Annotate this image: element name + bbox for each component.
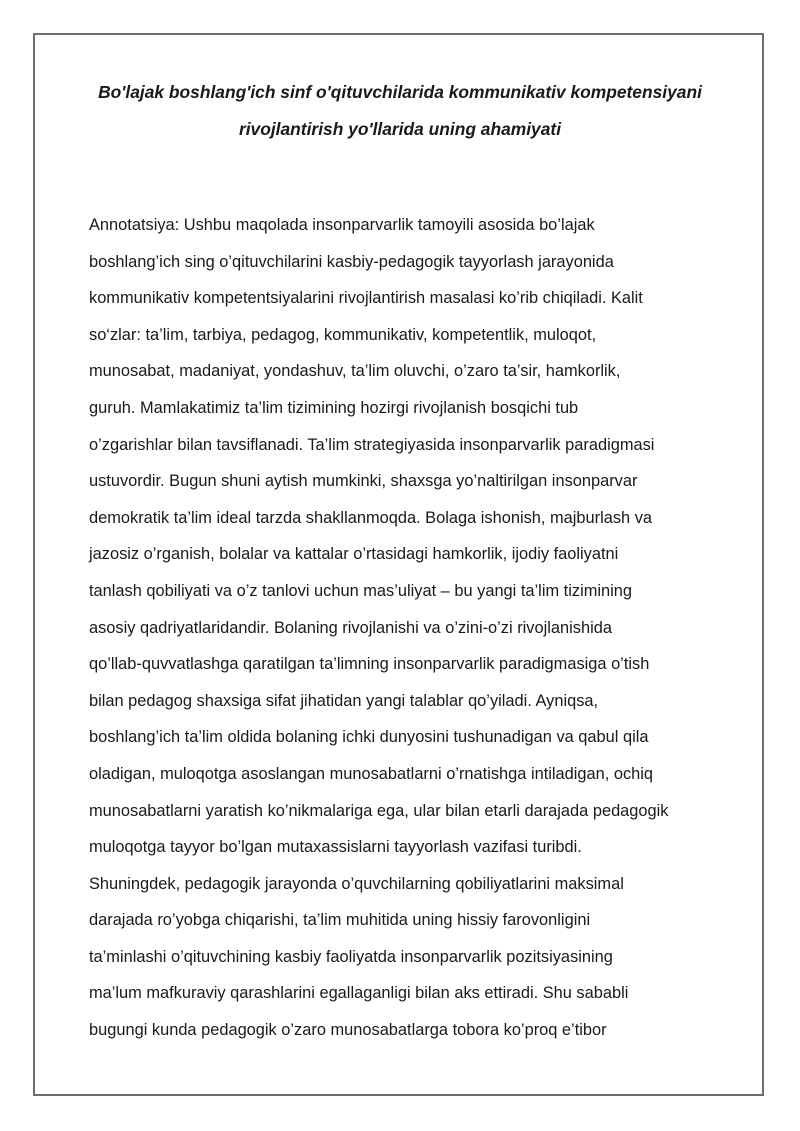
body-line: ustuvordir. Bugun shuni aytish mumkinki, shaxsga yo’naltirilgan insonparvar xyxy=(89,472,638,491)
body-line: boshlang’ich sing o’qituvchilarini kasbiy-pedagogik tayyorlash jarayonida xyxy=(89,252,614,271)
body-line: Annotatsiya: Ushbu maqolada insonparvarlik tamoyili asosida bo’lajak xyxy=(89,216,595,234)
body-line: muloqotga tayyor bo’lgan mutaxassislarni tayyorlash vazifasi turibdi. xyxy=(89,838,582,857)
body-line: ma’lum mafkuraviy qarashlarini egallaganligi bilan aks ettiradi. Shu sababli xyxy=(89,984,629,1003)
body-line: boshlang’ich ta’lim oldida bolaning ichki dunyosini tushunadigan va qabul qila xyxy=(89,728,649,747)
body-line: o’zgarishlar bilan tavsiflanadi. Ta’lim strategiyasida insonparvarlik paradigmasi xyxy=(89,435,655,454)
body-line: asosiy qadriyatlaridandir. Bolaning rivojlanishi va o’zini-o’zi rivojlanishida xyxy=(89,618,612,637)
body-line: oladigan, muloqotga asoslangan munosabatlarni o’rnatishga intiladigan, ochiq xyxy=(89,764,654,783)
body-line: jazosiz o’rganish, bolalar va kattalar o’rtasidagi hamkorlik, ijodiy faoliyatni xyxy=(89,545,619,564)
body-line: Shuningdek, pedagogik jarayonda o’quvchilarning qobiliyatlarini maksimal xyxy=(89,874,624,893)
document-title xyxy=(60,74,740,148)
body-line: guruh. Mamlakatimiz ta’lim tizimining hozirgi rivojlanish bosqichi tub xyxy=(89,398,579,417)
body-line: darajada ro’yobga chiqarishi, ta’lim muhitida uning hissiy farovonligini xyxy=(89,911,591,930)
title-line: Bo'lajak boshlang'ich sinf o'qituvchilarida kommunikativ kompetensiyani xyxy=(98,82,702,102)
body-line: bilan pedagog shaxsiga sifat jihatidan yangi talablar qo’yiladi. Ayniqsa, xyxy=(89,691,599,710)
body-line: qo’llab-quvvatlashga qaratilgan ta’limning insonparvarlik paradigmasiga o’tish xyxy=(89,655,650,674)
body-line: bugungi kunda pedagogik o’zaro munosabatlarga tobora ko’proq e’tibor xyxy=(89,1021,607,1040)
title-line: rivojlantirish yo'llarida uning ahamiyati xyxy=(238,119,562,139)
body-line: kommunikativ kompetentsiyalarini rivojlantirish masalasi ko’rib chiqiladi. Kalit xyxy=(89,289,643,308)
body-line: munosabatlarni yaratish ko’nikmalariga ega, ular bilan etarli darajada pedagogik xyxy=(89,801,669,820)
body-line: ta’minlashi o’qituvchining kasbiy faoliyatda insonparvarlik pozitsiyasining xyxy=(89,947,613,966)
body-line: demokratik ta’lim ideal tarzda shakllanmoqda. Bolaga ishonish, majburlash va xyxy=(89,508,653,527)
document-body xyxy=(89,207,749,1049)
body-line: tanlash qobiliyati va o’z tanlovi uchun mas’uliyat – bu yangi ta’lim tizimining xyxy=(89,581,632,600)
body-line: so‘zlar: ta’lim, tarbiya, pedagog, kommunikativ, kompetentlik, muloqot, xyxy=(89,325,597,344)
body-line: munosabat, madaniyat, yondashuv, ta’lim oluvchi, o’zaro ta’sir, hamkorlik, xyxy=(89,362,621,381)
